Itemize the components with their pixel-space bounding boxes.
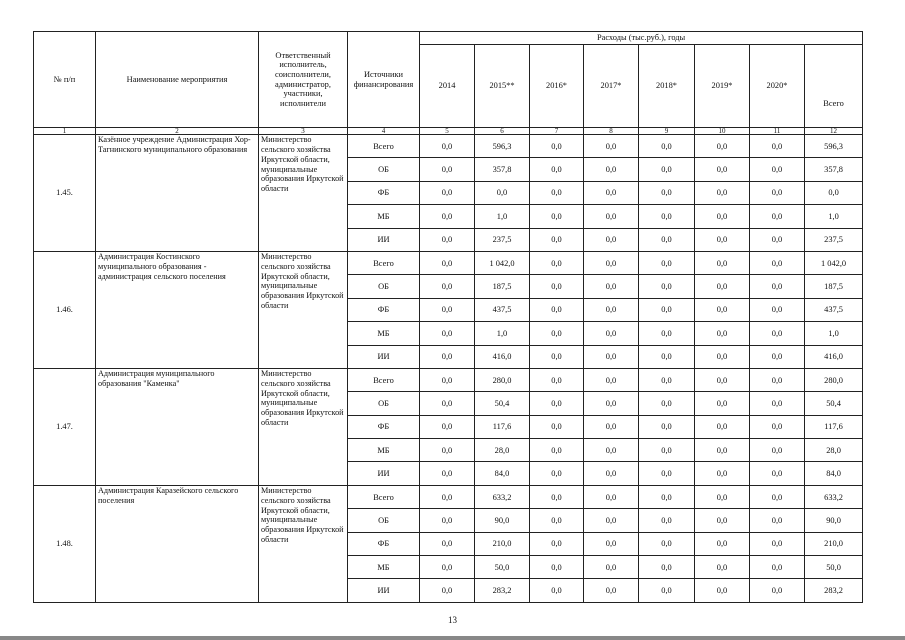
year-value: 0,0 [750, 181, 805, 204]
year-value: 0,0 [420, 532, 475, 555]
year-value: 28,0 [475, 439, 530, 462]
table-row [34, 135, 863, 158]
executor-cell: Министерство сельского хозяйства Иркутской области, муниципальные образования Иркутской области [259, 251, 348, 368]
year-value: 0,0 [639, 298, 695, 321]
year-value: 0,0 [695, 368, 750, 391]
year-value: 0,0 [639, 415, 695, 438]
row-index: 1.47. [34, 368, 96, 485]
total-value: 416,0 [805, 345, 863, 368]
year-value: 90,0 [475, 509, 530, 532]
year-value: 0,0 [750, 556, 805, 579]
year-value: 0,0 [530, 579, 584, 602]
header-year: 2016* [530, 45, 584, 128]
year-value: 0,0 [530, 485, 584, 508]
column-number: 6 [475, 128, 530, 135]
header-year: 2018* [639, 45, 695, 128]
row-index: 1.45. [34, 135, 96, 252]
year-value: 0,0 [420, 485, 475, 508]
year-value: 0,0 [420, 158, 475, 181]
year-value: 1 042,0 [475, 251, 530, 274]
header-year: 2020* [750, 45, 805, 128]
page-number: 13 [448, 615, 457, 625]
year-value: 0,0 [584, 135, 639, 158]
total-value: 1,0 [805, 205, 863, 228]
year-value: 0,0 [530, 345, 584, 368]
funding-source: ОБ [348, 509, 420, 532]
year-value: 0,0 [584, 579, 639, 602]
total-value: 84,0 [805, 462, 863, 485]
total-value: 210,0 [805, 532, 863, 555]
year-value: 1,0 [475, 322, 530, 345]
funding-source: Всего [348, 251, 420, 274]
year-value: 0,0 [695, 181, 750, 204]
total-value: 357,8 [805, 158, 863, 181]
year-value: 0,0 [639, 181, 695, 204]
year-value: 210,0 [475, 532, 530, 555]
total-value: 596,3 [805, 135, 863, 158]
year-value: 0,0 [584, 345, 639, 368]
year-value: 0,0 [584, 532, 639, 555]
year-value: 0,0 [530, 368, 584, 391]
year-value: 117,6 [475, 415, 530, 438]
year-value: 0,0 [695, 485, 750, 508]
executor-cell: Министерство сельского хозяйства Иркутской области, муниципальные образования Иркутской области [259, 135, 348, 252]
year-value: 0,0 [695, 579, 750, 602]
total-value: 280,0 [805, 368, 863, 391]
total-value: 28,0 [805, 439, 863, 462]
total-value: 1 042,0 [805, 251, 863, 274]
funding-source: Всего [348, 368, 420, 391]
year-value: 0,0 [530, 322, 584, 345]
year-value: 0,0 [420, 579, 475, 602]
year-value: 0,0 [420, 228, 475, 251]
year-value: 0,0 [584, 415, 639, 438]
funding-source: ФБ [348, 181, 420, 204]
expenses-table [33, 31, 863, 603]
year-value: 0,0 [639, 579, 695, 602]
year-value: 0,0 [584, 251, 639, 274]
funding-source: МБ [348, 205, 420, 228]
year-value: 0,0 [639, 158, 695, 181]
year-value: 0,0 [530, 251, 584, 274]
year-value: 0,0 [420, 392, 475, 415]
funding-source: ФБ [348, 532, 420, 555]
activity-name: Администрация Костинского муниципального образования - администрация сельского поселения [96, 251, 259, 368]
year-value: 0,0 [584, 205, 639, 228]
year-value: 633,2 [475, 485, 530, 508]
year-value: 0,0 [695, 556, 750, 579]
header-sources: Источники финансирования [348, 32, 420, 128]
year-value: 0,0 [530, 135, 584, 158]
column-number: 2 [96, 128, 259, 135]
year-value: 0,0 [639, 462, 695, 485]
year-value: 0,0 [530, 439, 584, 462]
year-value: 0,0 [695, 462, 750, 485]
row-index: 1.48. [34, 485, 96, 602]
year-value: 0,0 [639, 392, 695, 415]
executor-cell: Министерство сельского хозяйства Иркутской области, муниципальные образования Иркутской области [259, 485, 348, 602]
activity-name: Администрация муниципального образования "Каменка" [96, 368, 259, 485]
year-value: 0,0 [695, 228, 750, 251]
year-value: 0,0 [695, 298, 750, 321]
year-value: 0,0 [530, 509, 584, 532]
column-number: 12 [805, 128, 863, 135]
year-value: 437,5 [475, 298, 530, 321]
year-value: 0,0 [639, 135, 695, 158]
table-row [34, 368, 863, 391]
column-number: 8 [584, 128, 639, 135]
year-value: 0,0 [695, 509, 750, 532]
year-value: 0,0 [530, 275, 584, 298]
column-number: 10 [695, 128, 750, 135]
year-value: 596,3 [475, 135, 530, 158]
year-value: 416,0 [475, 345, 530, 368]
year-value: 1,0 [475, 205, 530, 228]
total-value: 0,0 [805, 181, 863, 204]
total-value: 237,5 [805, 228, 863, 251]
total-value: 50,0 [805, 556, 863, 579]
year-value: 0,0 [420, 205, 475, 228]
column-number: 5 [420, 128, 475, 135]
header-year: 2014 [420, 45, 475, 128]
column-number: 11 [750, 128, 805, 135]
year-value: 0,0 [639, 251, 695, 274]
year-value: 0,0 [584, 298, 639, 321]
funding-source: ИИ [348, 579, 420, 602]
funding-source: Всего [348, 485, 420, 508]
year-value: 0,0 [639, 275, 695, 298]
executor-cell: Министерство сельского хозяйства Иркутской области, муниципальные образования Иркутской области [259, 368, 348, 485]
year-value: 0,0 [695, 205, 750, 228]
table-row [34, 251, 863, 274]
total-value: 117,6 [805, 415, 863, 438]
year-value: 0,0 [639, 322, 695, 345]
year-value: 0,0 [420, 509, 475, 532]
year-value: 0,0 [420, 275, 475, 298]
funding-source: ФБ [348, 415, 420, 438]
year-value: 0,0 [639, 532, 695, 555]
year-value: 0,0 [750, 298, 805, 321]
year-value: 0,0 [530, 158, 584, 181]
column-number: 1 [34, 128, 96, 135]
year-value: 0,0 [750, 509, 805, 532]
year-value: 0,0 [750, 322, 805, 345]
header-total: Всего [805, 45, 863, 128]
header-year: 2017* [584, 45, 639, 128]
year-value: 0,0 [695, 251, 750, 274]
total-value: 50,4 [805, 392, 863, 415]
year-value: 0,0 [750, 439, 805, 462]
year-value: 0,0 [420, 251, 475, 274]
table-body [34, 135, 863, 603]
total-value: 90,0 [805, 509, 863, 532]
total-value: 1,0 [805, 322, 863, 345]
year-value: 0,0 [695, 322, 750, 345]
funding-source: ОБ [348, 158, 420, 181]
total-value: 633,2 [805, 485, 863, 508]
year-value: 0,0 [695, 532, 750, 555]
year-value: 0,0 [420, 298, 475, 321]
year-value: 0,0 [750, 532, 805, 555]
year-value: 0,0 [584, 485, 639, 508]
year-value: 187,5 [475, 275, 530, 298]
year-value: 50,0 [475, 556, 530, 579]
year-value: 0,0 [584, 462, 639, 485]
year-value: 0,0 [420, 556, 475, 579]
year-value: 0,0 [750, 158, 805, 181]
scan-edge [0, 636, 905, 640]
year-value: 0,0 [530, 532, 584, 555]
year-value: 357,8 [475, 158, 530, 181]
year-value: 0,0 [530, 205, 584, 228]
year-value: 0,0 [584, 322, 639, 345]
funding-source: ИИ [348, 345, 420, 368]
year-value: 0,0 [584, 392, 639, 415]
total-value: 283,2 [805, 579, 863, 602]
column-number: 9 [639, 128, 695, 135]
year-value: 0,0 [584, 368, 639, 391]
header-year: 2015** [475, 45, 530, 128]
year-value: 283,2 [475, 579, 530, 602]
year-value: 0,0 [584, 228, 639, 251]
column-number: 3 [259, 128, 348, 135]
funding-source: МБ [348, 439, 420, 462]
year-value: 0,0 [695, 275, 750, 298]
year-value: 0,0 [530, 181, 584, 204]
year-value: 0,0 [530, 556, 584, 579]
year-value: 0,0 [695, 135, 750, 158]
year-value: 0,0 [750, 228, 805, 251]
year-value: 0,0 [420, 322, 475, 345]
table-row [34, 485, 863, 508]
funding-source: МБ [348, 322, 420, 345]
year-value: 0,0 [750, 368, 805, 391]
header-name: Наименование мероприятия [96, 32, 259, 128]
year-value: 0,0 [639, 439, 695, 462]
year-value: 0,0 [750, 275, 805, 298]
funding-source: ИИ [348, 462, 420, 485]
year-value: 0,0 [639, 345, 695, 368]
year-value: 0,0 [695, 158, 750, 181]
year-value: 0,0 [750, 579, 805, 602]
year-value: 0,0 [639, 205, 695, 228]
year-value: 0,0 [420, 181, 475, 204]
year-value: 0,0 [530, 462, 584, 485]
year-value: 0,0 [695, 345, 750, 368]
header-num: № п/п [34, 32, 96, 128]
year-value: 0,0 [530, 415, 584, 438]
year-value: 237,5 [475, 228, 530, 251]
year-value: 0,0 [420, 439, 475, 462]
year-value: 0,0 [584, 275, 639, 298]
year-value: 0,0 [530, 392, 584, 415]
total-value: 437,5 [805, 298, 863, 321]
year-value: 0,0 [584, 556, 639, 579]
year-value: 0,0 [695, 439, 750, 462]
funding-source: ИИ [348, 228, 420, 251]
year-value: 0,0 [750, 345, 805, 368]
funding-source: Всего [348, 135, 420, 158]
year-value: 50,4 [475, 392, 530, 415]
total-value: 187,5 [805, 275, 863, 298]
year-value: 0,0 [750, 205, 805, 228]
activity-name: Администрация Каразейского сельского поселения [96, 485, 259, 602]
funding-source: МБ [348, 556, 420, 579]
year-value: 0,0 [750, 415, 805, 438]
year-value: 0,0 [750, 462, 805, 485]
year-value: 0,0 [530, 228, 584, 251]
column-number: 4 [348, 128, 420, 135]
year-value: 0,0 [750, 392, 805, 415]
year-value: 0,0 [639, 368, 695, 391]
year-value: 0,0 [639, 485, 695, 508]
year-value: 0,0 [420, 135, 475, 158]
year-value: 0,0 [584, 181, 639, 204]
year-value: 0,0 [584, 439, 639, 462]
year-value: 0,0 [639, 556, 695, 579]
year-value: 0,0 [584, 158, 639, 181]
funding-source: ОБ [348, 275, 420, 298]
year-value: 0,0 [420, 368, 475, 391]
year-value: 280,0 [475, 368, 530, 391]
year-value: 0,0 [695, 415, 750, 438]
year-value: 0,0 [695, 392, 750, 415]
column-numbers-row [34, 128, 863, 135]
year-value: 0,0 [750, 135, 805, 158]
year-value: 0,0 [584, 509, 639, 532]
activity-name: Казённое учреждение Администрация Хор-Тагнинского муниципального образования [96, 135, 259, 252]
year-value: 0,0 [420, 345, 475, 368]
year-value: 0,0 [639, 228, 695, 251]
year-value: 0,0 [639, 509, 695, 532]
year-value: 0,0 [420, 462, 475, 485]
header-year: 2019* [695, 45, 750, 128]
year-value: 0,0 [750, 485, 805, 508]
year-value: 0,0 [530, 298, 584, 321]
header-expenses: Расходы (тыс.руб.), годы [420, 32, 863, 45]
year-value: 0,0 [475, 181, 530, 204]
column-number: 7 [530, 128, 584, 135]
year-value: 0,0 [420, 415, 475, 438]
year-value: 84,0 [475, 462, 530, 485]
header-executor: Ответственный исполнитель, соисполнители, администратор, участники, исполнители [259, 32, 348, 128]
funding-source: ОБ [348, 392, 420, 415]
year-value: 0,0 [750, 251, 805, 274]
funding-source: ФБ [348, 298, 420, 321]
row-index: 1.46. [34, 251, 96, 368]
